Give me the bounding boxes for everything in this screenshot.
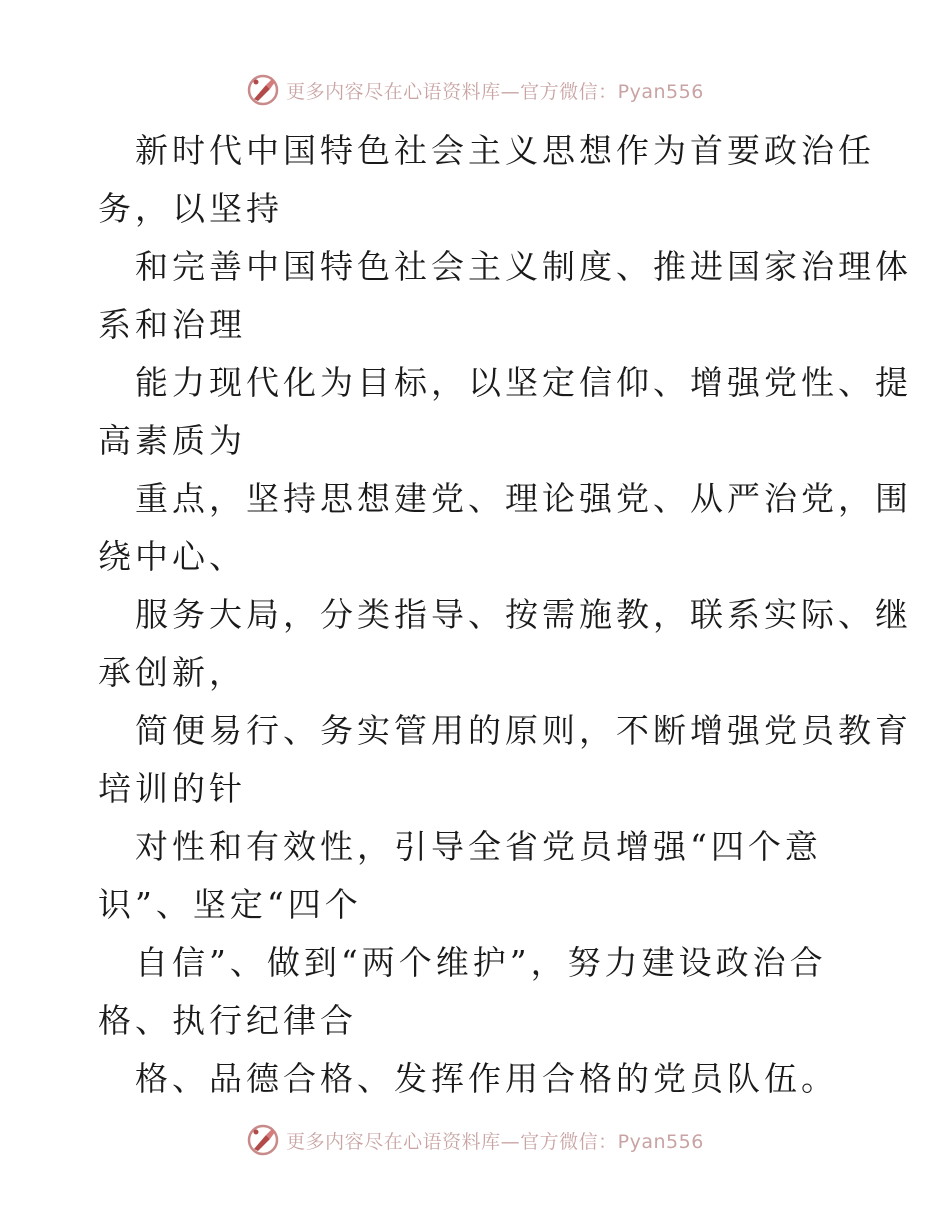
paragraph-line: 高素质为 [98, 421, 246, 460]
paragraph [98, 238, 912, 354]
paragraph [98, 354, 912, 470]
paragraph-line: 培训的针 [98, 769, 246, 808]
paragraph [98, 122, 875, 238]
paragraph-line: 和完善中国特色社会主义制度、推进国家治理体 [135, 247, 912, 286]
paragraph [98, 1050, 858, 1108]
paragraph-line: 简便易行、务实管用的原则，不断增强党员教育 [135, 711, 912, 750]
paragraph-line: 自信”、做到“两个维护”，努力建设政治合 [135, 943, 827, 982]
paragraph [98, 470, 912, 586]
paragraph [98, 934, 858, 1050]
pen-logo-icon [246, 1123, 280, 1157]
paragraph-line: 识”、坚定“四个 [98, 885, 362, 924]
paragraph-line: 格、品德合格、发挥作用合格的党员队伍。 [135, 1059, 838, 1098]
paragraph-line: 对性和有效性，引导全省党员增强“四个意 [135, 827, 822, 866]
paragraph-line: 绕中心、 [98, 537, 246, 576]
paragraph [98, 702, 912, 818]
paragraph-line: 重点，坚持思想建党、理论强党、从严治党，围 [135, 479, 912, 518]
paragraph-line: 系和治理 [98, 305, 246, 344]
paragraph-line: 格、执行纪律合 [98, 1001, 357, 1040]
paragraph-line: 承创新， [98, 653, 246, 692]
header-watermark [0, 70, 950, 110]
watermark-text: 更多内容尽在心语资料库—官方微信：Pyan556 [286, 80, 704, 103]
paragraph-line: 新时代中国特色社会主义思想作为首要政治任 [135, 131, 875, 170]
paragraph-line: 务，以坚持 [98, 189, 283, 228]
pen-logo-icon [246, 73, 280, 107]
paragraph-line: 服务大局，分类指导、按需施教，联系实际、继 [135, 595, 912, 634]
watermark-text: 更多内容尽在心语资料库—官方微信：Pyan556 [286, 1130, 704, 1153]
document-body [98, 122, 912, 1108]
paragraph-line: 能力现代化为目标，以坚定信仰、增强党性、提 [135, 363, 912, 402]
footer-watermark [0, 1120, 950, 1160]
paragraph [98, 586, 912, 702]
paragraph [98, 818, 858, 934]
